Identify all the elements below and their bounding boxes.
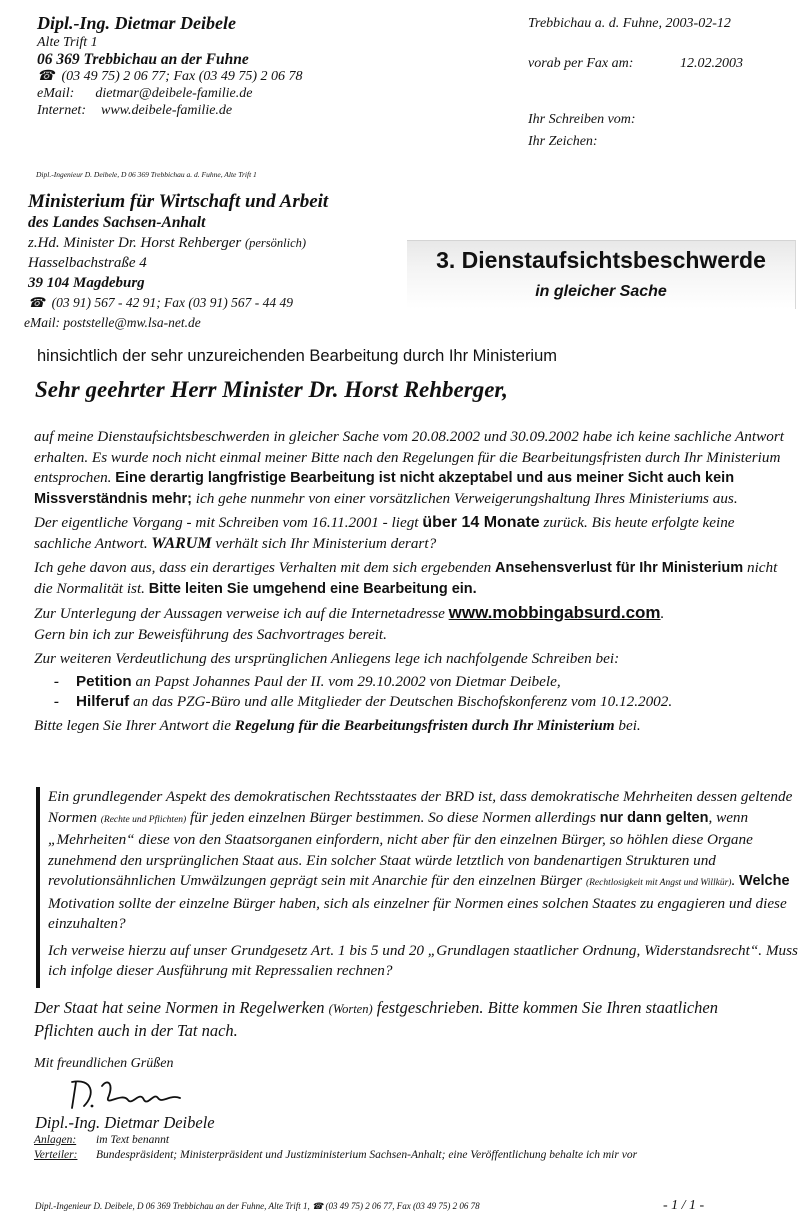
footer-phone: (03 49 75) 2 06 77, Fax (03 49 75) 2 06 78 xyxy=(325,1201,480,1211)
paragraph-2-emphasis: über 14 Monate xyxy=(422,514,540,531)
paragraph-3-request: Bitte leiten Sie umgehend eine Bearbeitung ein. xyxy=(148,580,477,597)
anlagen-value: im Text benannt xyxy=(96,1134,170,1146)
paragraph-1-text-end: ich gehe nunmehr von einer vorsätzlichen Verweigerungshaltung Ihres Ministeriums aus. xyxy=(191,489,738,507)
closing-greeting: Mit freundlichen Grüßen xyxy=(34,1056,174,1071)
list-item xyxy=(54,692,784,713)
sender-name: Dipl.-Ing. Dietmar Deibele xyxy=(37,13,236,33)
signature-image xyxy=(62,1072,192,1114)
enclosures xyxy=(34,1133,637,1163)
quote-paragraph-1 xyxy=(48,787,800,935)
sender-phone-line xyxy=(37,68,497,85)
recipient-org-sub: des Landes Sachsen-Anhalt xyxy=(28,214,206,231)
letter-body xyxy=(34,427,784,740)
attachment-desc: an das PZG-Büro und alle Mitglieder der Deutschen Bischofskonferenz vom 10.12.2002. xyxy=(129,693,673,710)
return-address-line: Dipl.-Ingenieur D. Deibele, D 06 369 Trebbichau a. d. Fuhne, Alte Trift 1 xyxy=(36,170,257,179)
attachment-title: Hilferuf xyxy=(76,693,130,710)
paragraph-1-text: auf meine Dienstaufsichtsbeschwerden in gleicher Sache vom 20.08.2002 und 30.09.2002 habe ich keine sachliche Antwort erhalten. Es wurde noch nicht einmal meiner Bitte nach den Regelungen für die Bearbeitungsfristen durch Ihr Ministerium entsprochen. xyxy=(34,428,784,486)
paragraph-6-text-end: bei. xyxy=(614,716,641,734)
attachment-desc: an Papst Johannes Paul der II. vom 29.10.2002 von Dietmar Deibele, xyxy=(131,672,561,690)
paragraph-3-text: Ich gehe davon aus, dass ein derartiges Verhalten mit dem sich ergebenden xyxy=(34,559,496,576)
paragraph-4-text-end: Gern bin ich zur Beweisführung des Sachvortrages bereit. xyxy=(34,625,387,643)
letter-title: 3. Dienstaufsichtsbeschwerde xyxy=(436,247,766,273)
phone-icon: ☎ xyxy=(311,1201,326,1211)
quote-note: (Rechte und Pflichten) xyxy=(100,814,187,825)
paragraph-1-emphasis: Eine derartig langfristige Bearbeitung ist nicht akzeptabel und aus meiner Sicht auch kein Missverständnis mehr; xyxy=(34,470,735,507)
list-item xyxy=(54,672,784,693)
paragraph-6-text: Bitte legen Sie Ihrer Antwort die xyxy=(34,716,235,734)
sender-block xyxy=(37,12,497,119)
header-right xyxy=(528,16,788,150)
paragraph-2-text-mid: zurück. Bis heute erfolgte keine sachliche Antwort. xyxy=(34,514,735,552)
statement-note: (Worten) xyxy=(328,1002,373,1016)
recipient-attn-note: (persönlich) xyxy=(244,236,307,250)
sender-internet-label: Internet: xyxy=(37,103,86,118)
recipient-email[interactable]: poststelle@mw.lsa-net.de xyxy=(63,315,201,330)
recipient-attn: z.Hd. Minister Dr. Horst Rehberger xyxy=(28,235,242,251)
paragraph-3 xyxy=(34,558,784,599)
verteiler-value: Bundespräsident; Ministerpräsident und Justizministerium Sachsen-Anhalt; eine Veröffentlichung behalte ich mir vor xyxy=(96,1149,638,1161)
signer-name: Dipl.-Ing. Dietmar Deibele xyxy=(35,1113,215,1132)
attachment-list xyxy=(54,672,784,713)
fax-date: 12.02.2003 xyxy=(680,56,743,71)
paragraph-2-warum: WARUM xyxy=(151,534,212,552)
page-number: - 1 / 1 - xyxy=(663,1198,705,1213)
sender-email-line xyxy=(37,85,497,102)
title-box xyxy=(407,240,796,309)
anlagen-row xyxy=(34,1133,637,1148)
sender-internet-line xyxy=(37,102,497,119)
subject-line: hinsichtlich der sehr unzureichenden Bearbeitung durch Ihr Ministerium xyxy=(37,347,558,365)
recipient-email-label: eMail: xyxy=(24,315,60,330)
recipient-email-line xyxy=(12,313,412,333)
sender-internet[interactable]: www.deibele-familie.de xyxy=(100,103,233,118)
closing-statement xyxy=(34,997,774,1042)
recipient-org: Ministerium für Wirtschaft und Arbeit xyxy=(28,191,329,212)
quote-note: (Rechtlosigkeit mit Angst und Willkür) xyxy=(585,878,732,888)
phone-icon: ☎ xyxy=(37,69,58,84)
paragraph-2-text: Der eigentliche Vorgang - mit Schreiben vom 16.11.2001 - liegt xyxy=(34,514,423,531)
paragraph-1 xyxy=(34,427,784,509)
quote-emphasis: Welche xyxy=(739,873,790,889)
sender-street: Alte Trift 1 xyxy=(37,35,98,50)
sender-phone-fax: (03 49 75) 2 06 77; Fax (03 49 75) 2 06 78 xyxy=(61,69,303,84)
statement-text-end: festgeschrieben. Bitte kommen Sie Ihren staatlichen Pflichten auch in der Tat nach. xyxy=(34,998,718,1040)
paragraph-6 xyxy=(34,716,784,737)
website-link[interactable]: www.mobbingabsurd.com xyxy=(448,603,661,622)
footer xyxy=(35,1201,480,1212)
phone-icon: ☎ xyxy=(28,295,49,310)
statement-text: Der Staat hat seine Normen in Regelwerken xyxy=(34,998,329,1017)
sender-email[interactable]: dietmar@deibele-familie.de xyxy=(95,86,253,101)
recipient-block xyxy=(12,190,412,333)
sender-email-label: eMail: xyxy=(37,86,75,101)
quote-paragraph-2: Ich verweise hierzu auf unser Grundgesetz Art. 1 bis 5 und 20 „Grundlagen staatlicher Ordnung, Widerstandsrecht“. Muss ich infolge dieser Ausführung mit Repressalien rechnen? xyxy=(48,941,798,979)
quote-emphasis: nur dann gelten xyxy=(599,809,709,826)
sender-city: 06 369 Trebbichau an der Fuhne xyxy=(37,51,249,68)
letter-subtitle xyxy=(407,283,795,301)
footer-address: Dipl.-Ingenieur D. Deibele, D 06 369 Trebbichau an der Fuhne, Alte Trift 1, xyxy=(35,1201,312,1211)
verteiler-label: Verteiler: xyxy=(34,1149,78,1161)
fax-label: vorab per Fax am: xyxy=(528,56,634,71)
paragraph-3-emphasis: Ansehensverlust für Ihr Ministerium xyxy=(495,560,744,576)
attachment-title: Petition xyxy=(76,672,132,690)
quote-text: Ein grundlegender Aspekt des demokratischen Rechtsstaates der BRD ist, dass demokratische Mehrheiten dessen geltende Normen xyxy=(48,788,793,826)
anlagen-label: Anlagen: xyxy=(34,1134,77,1146)
fax-row xyxy=(528,56,788,112)
quote-text: . xyxy=(731,872,740,889)
salutation: Sehr geehrter Herr Minister Dr. Horst Rehberger, xyxy=(35,377,508,402)
paragraph-4-text: Zur Unterlegung der Aussagen verweise ich auf die Internetadresse xyxy=(34,605,449,622)
recipient-city: 39 104 Magdeburg xyxy=(28,275,145,291)
paragraph-2 xyxy=(34,513,784,554)
quote-text: Motivation sollte der einzelne Bürger haben, sich als einzelner für Normen eines solchen Staates zu engagieren und diese einzuhalten? xyxy=(48,894,787,932)
recipient-phone-line xyxy=(12,293,412,313)
quote-block xyxy=(36,787,800,988)
paragraph-4-period: . xyxy=(660,605,665,622)
letter-label: Ihr Schreiben vom: xyxy=(528,112,636,127)
place-date: Trebbichau a. d. Fuhne, 2003-02-12 xyxy=(528,16,731,31)
quote-text: für jeden einzelnen Bürger bestimmen. So diese Normen allerdings xyxy=(186,808,600,826)
verteiler-row xyxy=(34,1148,637,1163)
quote-text: , wenn „Mehrheiten“ diese von den Staatsorganen einfordern, nicht aber für den einzelnen Bürger, so höhlen diese Organe zunehmend den ursprünglichen Staat aus. Ein solcher Staat würde letztlich von bandenartigen Strukturen und revolutionsähnlichen Umwälzungen geprägt sein mit Anarchie für den einzelnen Bürger xyxy=(48,808,753,889)
paragraph-4 xyxy=(34,603,784,645)
paragraph-5: Zur weiteren Verdeutlichung des ursprünglichen Anliegens lege ich nachfolgende Schreiben bei: xyxy=(34,650,620,667)
paragraph-3-text-mid: nicht die Normalität ist. xyxy=(34,559,778,597)
recipient-phone-fax: (03 91) 567 - 42 91; Fax (03 91) 567 - 44 49 xyxy=(51,295,294,310)
paragraph-2-text-end: verhält sich Ihr Ministerium derart? xyxy=(211,534,437,552)
paragraph-6-emphasis: Regelung für die Bearbeitungsfristen durch Ihr Ministerium xyxy=(234,716,615,734)
ref-label: Ihr Zeichen: xyxy=(528,134,598,149)
recipient-street: Hasselbachstraße 4 xyxy=(28,255,147,271)
recipient-attn-line xyxy=(12,233,412,253)
letter-subtitle-text: in gleicher Sache xyxy=(535,283,667,300)
